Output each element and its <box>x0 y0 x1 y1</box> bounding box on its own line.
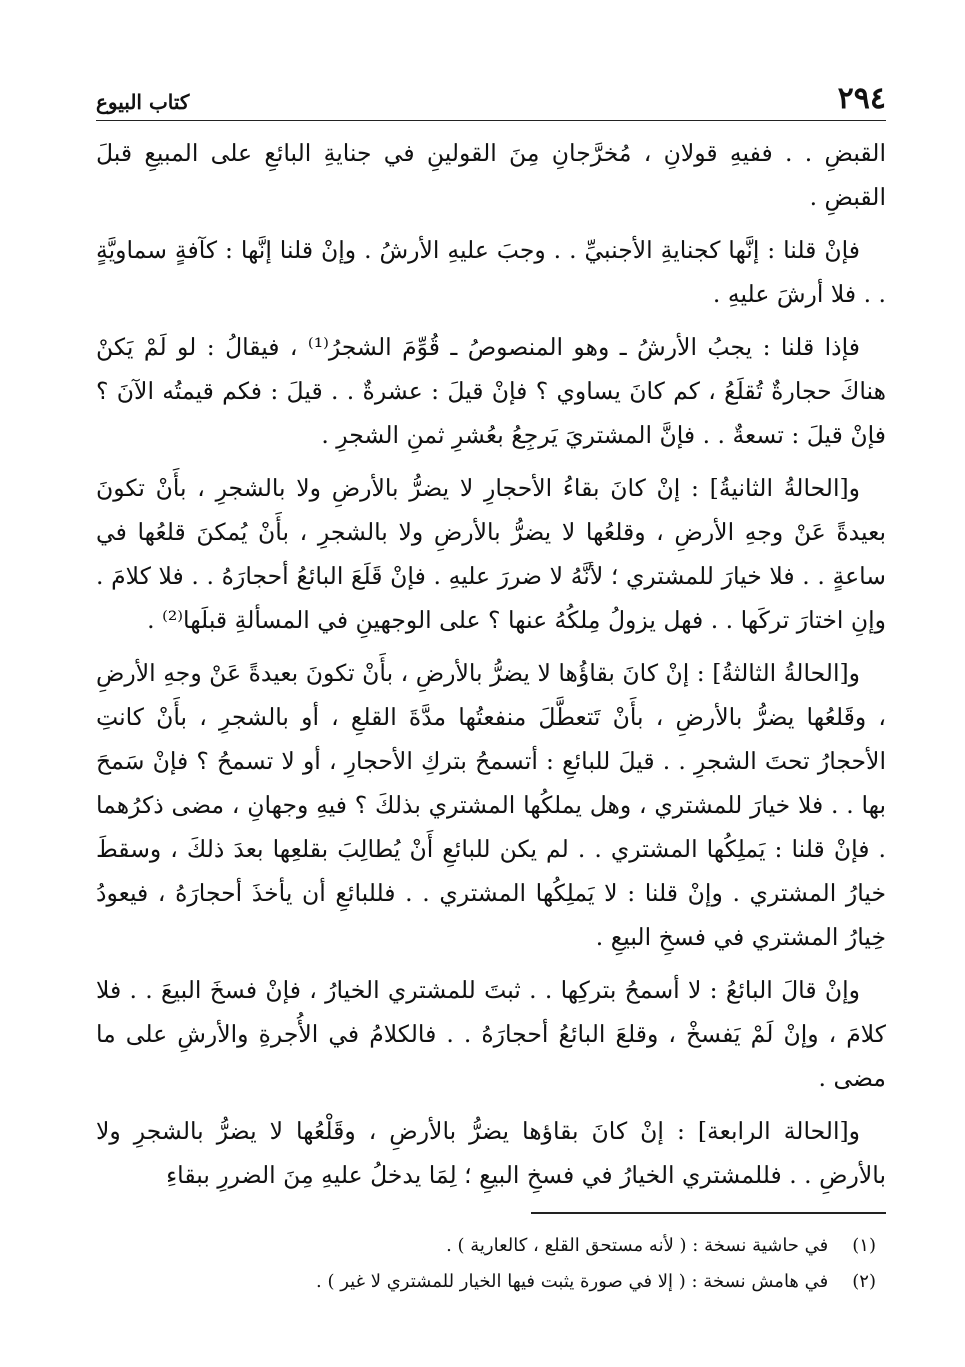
paragraph: فإذا قلنا : يجبُ الأرشُ ـ وهو المنصوصُ ـ قُوِّمَ الشجرُ⁽¹⁾ ، فيقالُ : لو لَمْ يَكنْ هناكَ حجارةٌ تُقلَعُ ، كم كانَ يساوي ؟ فإنْ قيلَ : عشرةٌ . . قيلَ : فكم قيمتُه الآنَ ؟ فإنْ قيلَ : تسعةٌ . . فإنَّ المشتريَ يَرجِعُ بعُشرِ ثمنِ الشجرِ . <box>96 333 886 449</box>
paragraph: القبضِ . . ففيهِ قولانِ ، مُخرَّجانِ مِنَ القولينِ في جنايةِ البائعِ على المبيعِ قبلَ القبضِ . <box>96 139 886 211</box>
footnote-item <box>96 1228 876 1264</box>
main-text <box>96 131 886 1197</box>
page-number: ٢٩٤ <box>837 81 886 116</box>
footnote-divider <box>531 1212 886 1214</box>
footnote-text: في حاشية نسخة : ( لأنه مستحق القلع ، كالعارية ) . <box>446 1235 829 1256</box>
paragraph: و[الحالةُ الثالثةُ] : إنْ كانَ بقاؤُها لا يضرُّ بالأرضِ ، بأَنْ تكونَ بعيدةً عَنْ وجهِ الأرضِ ، وقَلعُها يضرُّ بالأرضِ ، بأَنْ تَتعطَّلَ منفعتُها مدَّةَ القلعِ ، أو بالشجرِ ، بأَنْ كانتِ الأحجارُ تحتَ الشجرِ . . قيلَ للبائعِ : أتسمحُ بتركِ الأحجارِ ، أو لا تسمحُ ؟ فإنْ سَمحَ بها . . فلا خيارَ للمشتري ، وهل يملكُها المشتري بذلكَ ؟ فيهِ وجهانِ ، مضى ذكرُهما . فإنْ قلنا : يَملِكُها المشتري . . لم يكن للبائعِ أَنْ يُطالِبَ بقلعِها بعدَ ذلكَ ، وسقطَ خيارُ المشتري . وإنْ قلنا : لا يَملِكُها المشتري . . فللبائعِ أن يأخذَ أحجارَهُ ، فيعودُ خِيارُ المشتري في فسخِ البيعِ . <box>96 659 886 951</box>
footnote-number: (١) <box>852 1235 876 1256</box>
page-header <box>96 78 886 121</box>
footnote-number: (٢) <box>852 1271 876 1292</box>
footnote-item <box>96 1264 876 1300</box>
running-title: كتاب البيوع <box>96 90 190 114</box>
paragraph: فإنْ قلنا : إنَّها كجنايةِ الأجنبيِّ . . وجبَ عليهِ الأرشُ . وإنْ قلنا إنَّها : كآفةٍ سماويَّةٍ . . فلا أرشَ عليهِ . <box>96 236 886 308</box>
document-page <box>96 78 886 1338</box>
paragraph: وإنْ قالَ البائعُ : لا أسمحُ بتركِها . . ثبتَ للمشتري الخيارُ ، فإنْ فسخَ البيعَ . . فلا كلامَ ، وإنْ لَمْ يَفسخْ ، وقلعَ البائعُ أحجارَهُ . . فالكلامُ في الأُجرةِ والأرشِ على ما مضى . <box>96 976 886 1092</box>
footnote-text: في هامش نسخة : ( إلا في صورة يثبت فيها الخيار للمشتري لا غير ) . <box>316 1271 829 1292</box>
paragraph: و[الحالةُ الثانيةُ] : إنْ كانَ بقاءُ الأحجارِ لا يضرُّ بالأرضِ ولا بالشجرِ ، بأَنْ تكونَ بعيدةً عَنْ وجهِ الأرضِ ، وقلعُها لا يضرُّ بالأرضِ ولا بالشجرِ ، بأَنْ يُمكنَ قلعُها في ساعةٍ . . فلا خيارَ للمشتري ؛ لأنَّهُ لا ضررَ عليهِ . فإنْ قَلَعَ البائعُ أحجارَهُ . . فلا كلامَ . وإنِ اختارَ تركَها . . فهل يزولُ مِلكُهُ عنها ؟ على الوجهينِ في المسألةِ قبلَها⁽²⁾ . <box>96 474 886 634</box>
paragraph: و[الحالة الرابعة] : إنْ كانَ بقاؤها يضرُّ بالأرضِ ، وقَلْعُها لا يضرُّ بالشجرِ ولا بالأرضِ . . فللمشتري الخيارُ في فسخِ البيعِ ؛ لِمَا يدخلُ عليهِ مِنَ الضررِ ببقاءِ <box>96 1117 886 1189</box>
footnotes <box>96 1228 876 1300</box>
